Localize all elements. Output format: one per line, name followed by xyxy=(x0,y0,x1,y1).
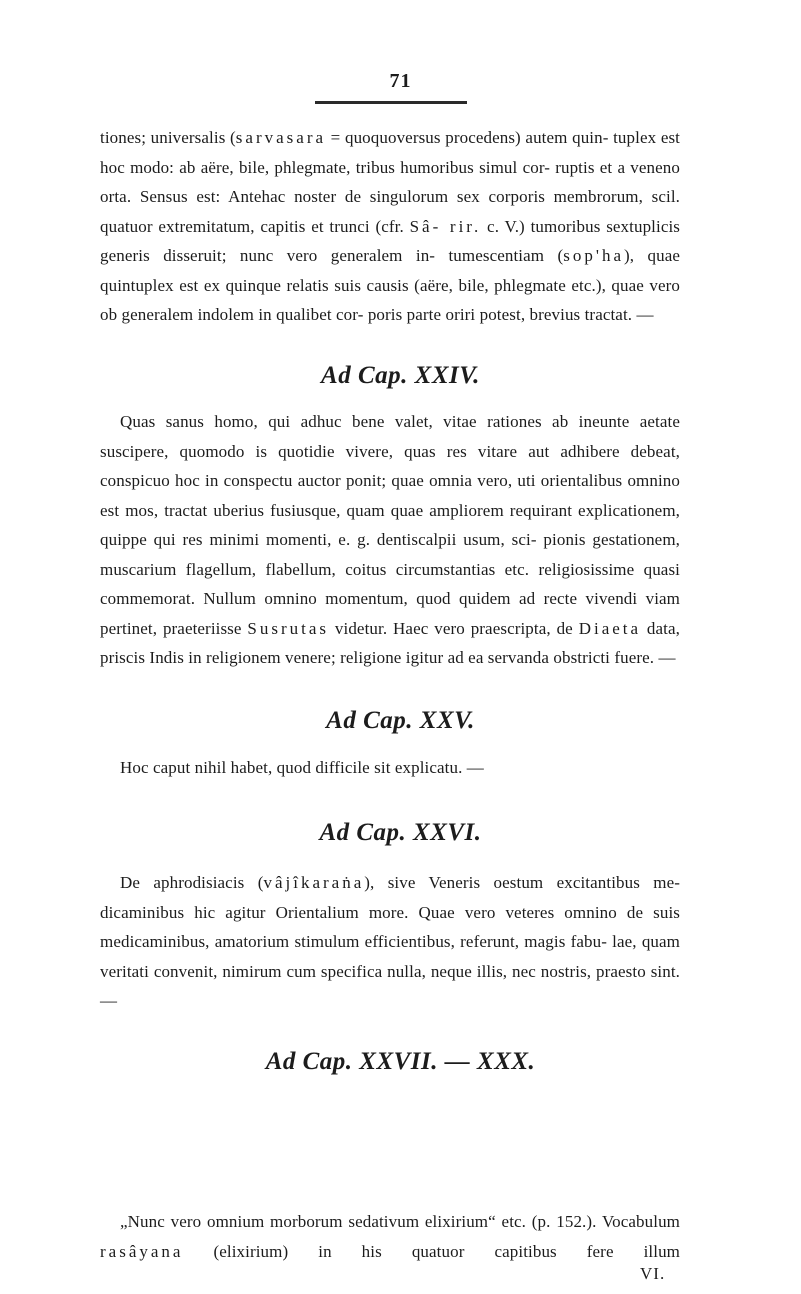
page-number: 71 xyxy=(389,70,412,92)
p1-text-b: = quoquoversus procedens) autem quin- tuplex est hoc modo: ab aëre, bile, phlegmate, tribus humoribus simul cor- ruptis et a veneno orta. Sensus est: Antehac noster de singulorum sex corporis membrorum, scil. quatuor extremitatum, capitis et trunci (cfr. xyxy=(100,128,681,236)
p1-text-a: tiones; universalis ( xyxy=(100,128,236,147)
p4-text-b: ), sive Veneris oestum excitantibus me- dicaminibus hic agitur Orientalium more. Quae vero veteres omnino de suis medicaminibus, amatorium stimulum efficientibus, referunt, magis fabu- lae, quam veritati convenit, nimirum cum specifica nulla, neque illis, nec nostris, praesto sint. — xyxy=(100,873,681,1010)
heading-cap-xxvi: Ad Cap. XXVI. xyxy=(319,819,482,846)
p2-text-a: Quas sanus homo, qui adhuc bene valet, vitae rationes ab ineunte aetate suscipere, quomodo is quotidie vivere, quas res vitare aut adhibere debeat, conspicuo hoc in conspectu auctor ponit; quae omnia vero, uti orientalibus omnino est mos, tractat uberius fusiusque, quam quae ampliorem requirant explicationem, quippe qui res minimi momenti, e. g. dentiscalpii usum, sci- pionis gestationem, muscarium flagellum, flabellum, coitus circumstantias etc. religiosissime quasi commemorat. Nullum omnino momentum, quod quidem ad recte vivendi viam pertinet, praeteriisse xyxy=(100,412,680,638)
page-number-rule xyxy=(315,101,467,104)
p5-term-rasayana: rasâyana xyxy=(100,1241,184,1261)
p2-term-diaeta: Diaeta xyxy=(578,618,642,638)
p1-text-d: ), quae quintuplex est ex quinque relatis suis causis (aëre, bile, phlegmate etc.), quae vero ob generalem indolem in qualibet cor- poris parte oriri potest, brevius tractat. — xyxy=(100,246,681,324)
p1-term-sarir: Sâ- rir. xyxy=(409,216,482,236)
p2-text-b: videtur. Haec vero praescripta, de xyxy=(329,618,579,638)
p2-term-susrutas: Susrutas xyxy=(247,618,330,638)
p2-text-c: data, priscis Indis in religionem venere; religione igitur ad ea servanda obstricti fuere. — xyxy=(100,618,680,667)
p5-text-a: „Nunc vero omnium morborum sedativum elixirium“ etc. (p. 152.). Vocabulum xyxy=(120,1212,680,1231)
paragraph-cap-xxv: Hoc caput nihil habet, quod difficile sit explicatu. — xyxy=(120,758,484,777)
heading-cap-xxvii-xxx: Ad Cap. XXVII. — XXX. xyxy=(265,1048,536,1075)
p4-term-vajikarana: vâjîkaraṅa xyxy=(263,873,365,892)
paragraph-aphrodisiaca xyxy=(100,868,680,1018)
paragraph-diaeta xyxy=(100,407,680,675)
p1-text-c: c. V.) tumoribus sextuplicis generis disseruit; nunc vero generalem in- tumescentiam ( xyxy=(100,216,681,265)
heading-cap-xxv: Ad Cap. XXV. xyxy=(326,707,475,734)
p5-text-b: (elixirium) in his quatuor capitibus fere illum xyxy=(183,1241,680,1261)
p4-text-a: De aphrodisiacis ( xyxy=(120,873,264,892)
paragraph-elixirium xyxy=(100,1207,680,1266)
heading-cap-xxiv: Ad Cap. XXIV. xyxy=(321,362,480,389)
signature-mark: VI. xyxy=(640,1264,666,1283)
paragraph-intumescentia xyxy=(100,123,680,333)
p1-term-sarvasara: sarvasara xyxy=(235,128,327,147)
p1-term-sopha: sop'ha xyxy=(563,246,624,265)
